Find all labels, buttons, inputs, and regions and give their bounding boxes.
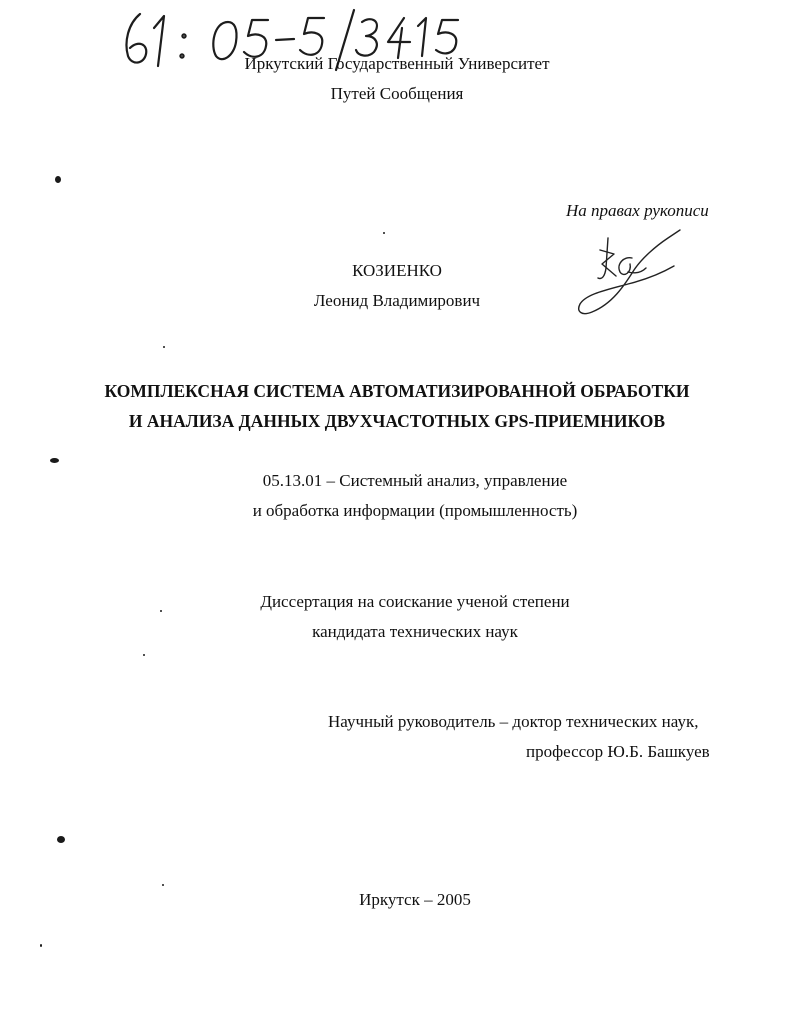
thesis-title-line1: КОМПЛЕКСНАЯ СИСТЕМА АВТОМАТИЗИРОВАННОЙ ОБРАБОТКИ bbox=[104, 381, 690, 401]
author-full-name: Леонид Владимирович bbox=[313, 291, 481, 310]
university-name: Иркутский Государственный Университет bbox=[244, 54, 550, 73]
scan-speck bbox=[55, 176, 61, 183]
scan-speck bbox=[162, 884, 164, 886]
scan-speck bbox=[143, 654, 145, 656]
scan-speck bbox=[160, 610, 162, 612]
scan-speck bbox=[163, 346, 165, 348]
scan-speck bbox=[383, 232, 385, 234]
manuscript-rights-note: На правах рукописи bbox=[566, 201, 709, 220]
specialty-line2: и обработка информации (промышленность) bbox=[252, 501, 578, 520]
supervisor-line1: Научный руководитель – доктор технических наук, bbox=[328, 712, 699, 731]
university-name-line2: Путей Сообщения bbox=[330, 84, 464, 103]
thesis-title-line2: И АНАЛИЗА ДАННЫХ ДВУХЧАСТОТНЫХ GPS-ПРИЕМНИКОВ bbox=[128, 411, 666, 431]
scan-speck bbox=[57, 836, 65, 843]
specialty-line1: 05.13.01 – Системный анализ, управление bbox=[262, 471, 568, 490]
degree-line1: Диссертация на соискание ученой степени bbox=[260, 592, 570, 611]
author-surname: КОЗИЕНКО bbox=[352, 261, 442, 280]
degree-line2: кандидата технических наук bbox=[312, 622, 518, 641]
city-year: Иркутск – 2005 bbox=[359, 890, 471, 909]
supervisor-line2: профессор Ю.Б. Башкуев bbox=[526, 742, 710, 761]
scan-speck bbox=[40, 944, 42, 947]
scan-speck bbox=[50, 458, 59, 463]
